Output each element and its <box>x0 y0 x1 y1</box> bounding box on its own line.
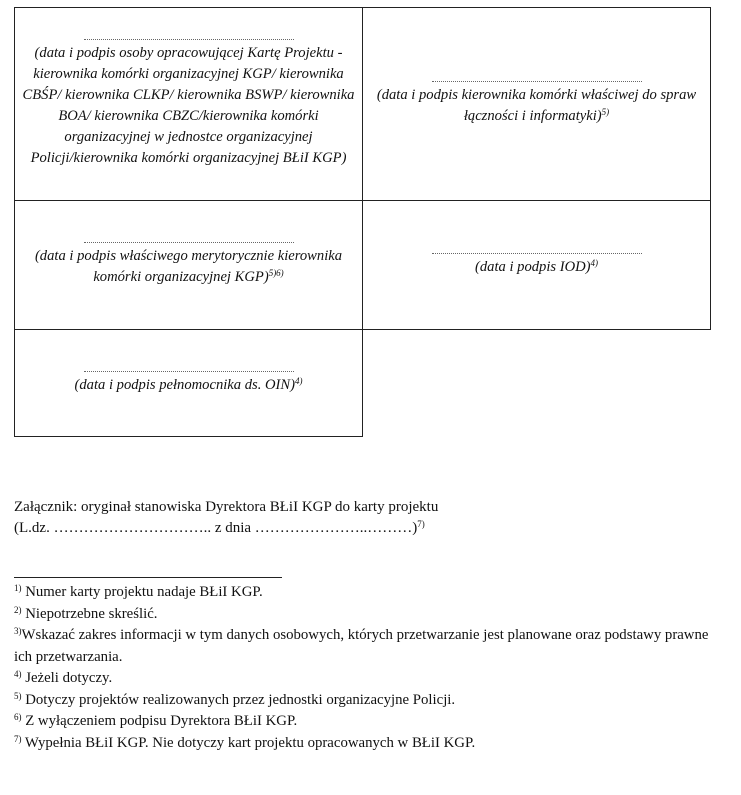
signature-caption: (data i podpis osoby opracowującej Kartę Projektu - kierownika komórki organizacyjnej KGP/ kierownika CBŚP/ kierownika CLKP/ kierownika BSWP/ kierownika BOA/ kierownika CBZC/kierownika komórki organizacyjnej w jednostce organizacyjnej Policji/kierownika komórki organizacyjnej BŁiI KGP) <box>22 45 355 166</box>
footnote-text: Jeżeli dotyczy. <box>21 670 113 686</box>
attachment-note <box>14 497 438 539</box>
footnote-mark: 7) <box>14 733 22 744</box>
footnotes <box>14 582 726 754</box>
footnote-separator <box>14 577 282 578</box>
footnote-2 <box>14 604 726 626</box>
signature-caption: (data i podpis kierownika komórki właściwej do spraw łączności i informatyki) <box>376 87 697 124</box>
signature-caption: (data i podpis IOD) <box>474 258 591 275</box>
signature-dotted-line <box>84 242 294 243</box>
footnote-6 <box>14 711 726 733</box>
footnote-text: Wypełnia BŁiI KGP. Nie dotyczy kart projektu opracowanych w BŁiI KGP. <box>21 734 476 751</box>
footnote-ref: 4) <box>295 375 303 386</box>
footnote-text: Numer karty projektu nadaje BŁiI KGP. <box>21 584 263 600</box>
footnote-7 <box>14 733 726 755</box>
footnote-3 <box>14 625 726 668</box>
footnote-mark: 1) <box>14 583 22 593</box>
signature-caption: (data i podpis właściwego merytorycznie kierownika komórki organizacyjnej KGP) <box>34 248 343 285</box>
signature-dotted-line <box>432 253 642 254</box>
footnote-text: Z wyłączeniem podpisu Dyrektora BŁiI KGP. <box>21 713 298 729</box>
attachment-line-1: Załącznik: oryginał stanowiska Dyrektora BŁiI KGP do karty projektu <box>14 499 439 515</box>
footnote-text: Wskazać zakres informacji w tym danych osobowych, których przetwarzanie jest planowane oraz podstawy prawne ich przetwarzania. <box>14 627 709 665</box>
footnote-mark: 3) <box>14 626 22 636</box>
footnote-ref: 5) <box>601 107 610 117</box>
signature-dotted-line <box>84 371 294 372</box>
signature-cell-project-author <box>15 8 363 201</box>
signature-table <box>14 7 711 437</box>
footnote-1 <box>14 582 726 604</box>
empty-cell <box>363 330 711 437</box>
footnote-ref: 7) <box>417 519 425 529</box>
footnote-text: Dotyczy projektów realizowanych przez jednostki organizacyjne Policji. <box>21 691 456 708</box>
signature-cell-iod <box>363 201 711 330</box>
footnote-ref: 4) <box>590 257 599 268</box>
signature-cell-oin <box>15 330 363 437</box>
footnote-mark: 2) <box>14 604 22 615</box>
signature-caption: (data i podpis pełnomocnika ds. OIN) <box>74 376 295 393</box>
footnote-ref: 5)6) <box>268 268 284 278</box>
footnote-mark: 5) <box>14 690 22 701</box>
signature-cell-substantive-head <box>15 201 363 330</box>
footnote-text: Niepotrzebne skreślić. <box>21 605 158 622</box>
footnote-4 <box>14 668 726 690</box>
footnote-5 <box>14 690 726 712</box>
signature-dotted-line <box>432 81 642 82</box>
footnote-mark: 4) <box>14 669 22 679</box>
signature-dotted-line <box>84 39 294 40</box>
signature-cell-it-head <box>363 8 711 201</box>
attachment-line-2: (L.dz. ………………………….. z dnia …………………..………) <box>14 520 418 536</box>
footnote-mark: 6) <box>14 712 22 722</box>
